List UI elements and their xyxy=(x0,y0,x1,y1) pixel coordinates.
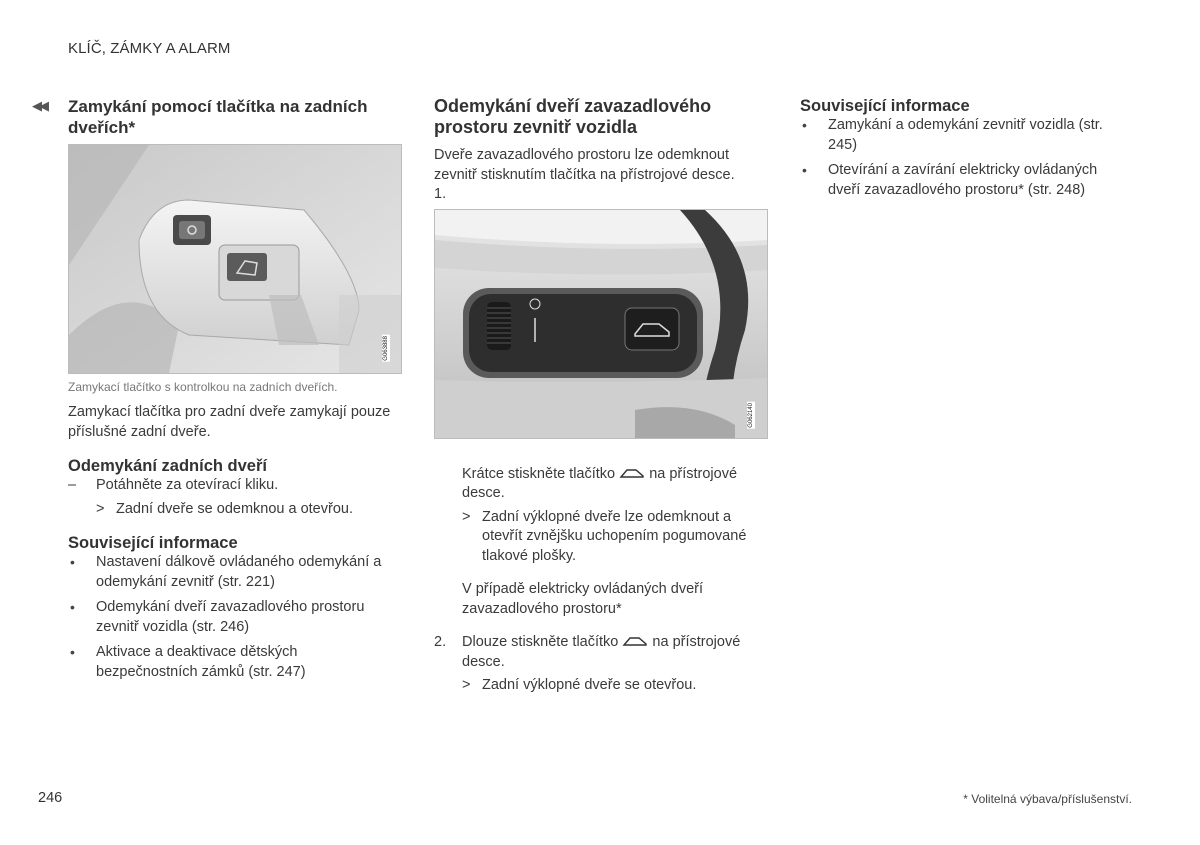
step2-text-post: na přístrojové desce. xyxy=(462,634,741,670)
column-trunk-unlock xyxy=(434,96,769,696)
note-text: V případě elektricky ovládaných dveří zavazadlového prostoru* xyxy=(462,581,703,617)
column-related-info xyxy=(800,96,1130,206)
unlock-result xyxy=(68,500,400,520)
related-link[interactable]: • Aktivace a deaktivace dětských bezpečnostních zámků (str. 247) xyxy=(68,643,400,682)
step1-text-pre: Krátce stiskněte tlačítko xyxy=(462,465,616,482)
related-info-heading: Související informace xyxy=(800,97,970,115)
column-rear-door-locking xyxy=(32,96,400,688)
dash-marker: – xyxy=(68,477,77,493)
powered-tailgate-note xyxy=(434,580,769,619)
step1-text-post: na přístrojové desce. xyxy=(462,465,738,501)
result-marker: > xyxy=(96,500,105,517)
result-marker: > xyxy=(462,677,471,693)
trunk-intro-text: Dveře zavazadlového prostoru lze odemknout zevnitř stisknutím tlačítka na přístrojové desce. xyxy=(434,147,735,183)
tailgate-icon xyxy=(622,634,648,648)
related-link[interactable]: • Zamykání a odemykání zevnitř vozidla (str. 245) xyxy=(800,116,1130,155)
related-info-list xyxy=(68,553,400,682)
related-info-list xyxy=(800,116,1130,200)
related-link[interactable]: • Odemykání dveří zavazadlového prostoru zevnitř vozidla (str. 246) xyxy=(68,598,400,637)
dashboard-button-figure xyxy=(434,209,768,439)
section-title-trunk-unlock: Odemykání dveří zavazadlového prostoru zevnitř vozidla xyxy=(434,96,712,137)
previous-page-icon[interactable]: ◀◀ xyxy=(32,98,46,113)
step2-result-text: Zadní výklopné dveře se otevřou. xyxy=(482,677,697,693)
rear-door-lock-illustration xyxy=(69,145,401,373)
page-number: 246 xyxy=(38,790,63,806)
tailgate-icon xyxy=(619,466,645,480)
rear-door-lock-figure xyxy=(68,144,402,374)
step2-text-pre: Dlouze stiskněte tlačítko xyxy=(462,634,619,650)
footnote: * Volitelná výbava/příslušenství. xyxy=(963,792,1132,806)
step-2 xyxy=(434,633,769,696)
step-number-1: 1. xyxy=(434,186,447,202)
step-1 xyxy=(434,465,769,567)
unlock-result-text: Zadní dveře se odemknou a otevřou. xyxy=(116,500,353,517)
figure-caption: Zamykací tlačítko s kontrolkou na zadních dveřích. xyxy=(68,380,338,394)
figure-code: G062140 xyxy=(748,402,754,428)
step1-result-text: Zadní výklopné dveře lze odemknout a otevřít zvnějšku uchopením pogumované tlakové plošky. xyxy=(482,508,747,564)
figure-code: G063888 xyxy=(383,336,389,361)
step1-result xyxy=(462,508,769,567)
intro-text: Zamykací tlačítka pro zadní dveře zamykají pouze příslušné zadní dveře. xyxy=(68,404,391,440)
result-marker: > xyxy=(462,508,471,525)
section-title-rear-door-lock: Zamykání pomocí tlačítka na zadních dveřích* xyxy=(68,97,368,137)
page-header: KLÍČ, ZÁMKY A ALARM xyxy=(68,40,231,57)
unlock-step-text: Potáhněte za otevírací kliku. xyxy=(96,477,279,493)
dashboard-button-illustration xyxy=(435,210,767,438)
unlock-rear-doors-heading: Odemykání zadních dveří xyxy=(68,457,267,475)
related-link[interactable]: • Nastavení dálkově ovládaného odemykání a odemykání zevnitř (str. 221) xyxy=(68,553,400,592)
related-info-heading: Související informace xyxy=(68,534,238,552)
step-number-2: 2. xyxy=(434,634,447,650)
related-link[interactable]: • Otevírání a zavírání elektricky ovládaných dveří zavazadlového prostoru* (str. 248) xyxy=(800,161,1130,200)
unlock-step xyxy=(68,476,400,496)
step2-result xyxy=(462,676,769,696)
